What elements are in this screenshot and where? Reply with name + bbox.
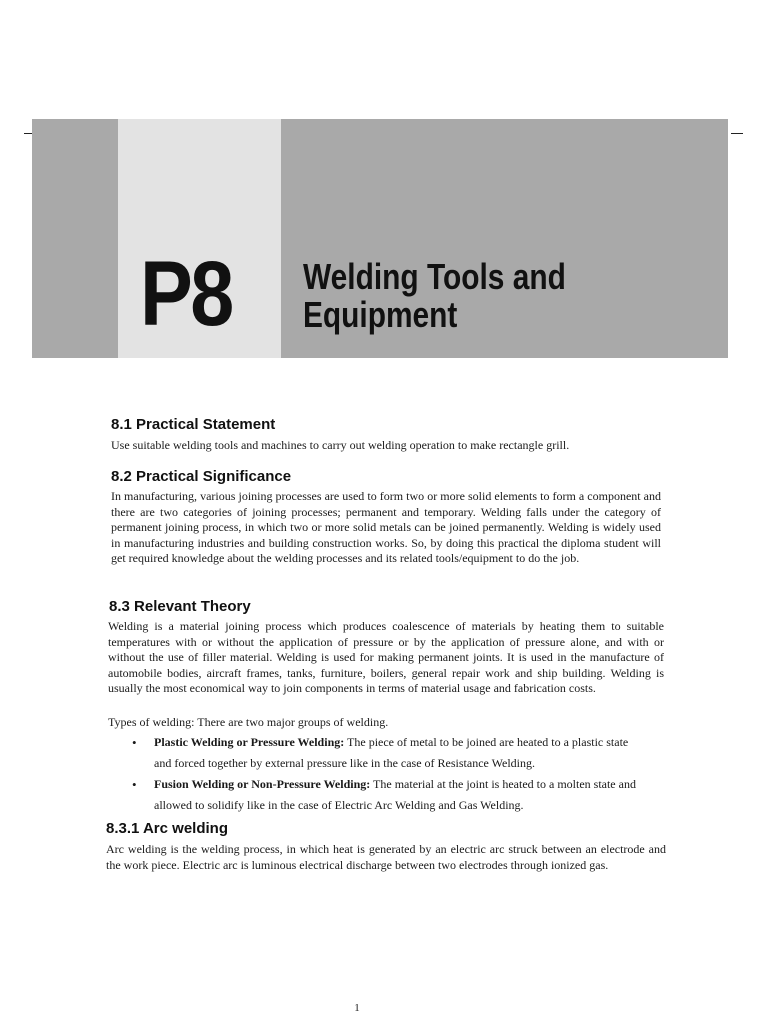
crop-mark-right — [731, 133, 743, 134]
bullet-icon: • — [132, 777, 137, 792]
chapter-title-line2: Equipment — [303, 294, 458, 335]
types-of-welding-intro: Types of welding: There are two major groups of welding. — [108, 715, 389, 729]
section-body-8-3: Welding is a material joining process which produces coalescence of materials by heating them to suitable temperatures with or without the application of pressure or by the application of pressure alone, and with or without the use of filler material. Welding is used for making permanent joints. It is used in the manufacture of automobile bodies, aircraft frames, tanks, furniture, boilers, general repair work and ship building. Welding is usually the most economical way to join components in terms of material usage and fabrication costs. — [108, 619, 664, 696]
bullet-term: Plastic Welding or Pressure Welding: — [154, 735, 345, 749]
section-heading-8-2: 8.2 Practical Significance — [111, 468, 292, 485]
section-body-8-2: In manufacturing, various joining processes are used to form two or more solid elements to form a component and there are two categories of joining processes; permanent and temporary. Welding falls under the category of permanent joining process, in which two or more solid metals can be joined permanently. Welding is widely used in manufacturing industries and building construction works. So, by doing this practical the diploma student will get required knowledge about the welding processes and its related tools/equipment to do the job. — [111, 489, 661, 566]
bullet-text: The piece of metal to be joined are heated to a plastic state and forced together by external pressure like in the case of Resistance Welding. — [154, 735, 629, 770]
welding-types-list — [132, 732, 642, 816]
page-number: 1 — [354, 1002, 360, 1014]
list-item — [132, 774, 642, 816]
bullet-term: Fusion Welding or Non-Pressure Welding: — [154, 777, 371, 791]
section-heading-8-3: 8.3 Relevant Theory — [109, 598, 251, 615]
bullet-icon: • — [132, 735, 137, 750]
bullet-text: The material at the joint is heated to a molten state and allowed to solidify like in the case of Electric Arc Welding and Gas Welding. — [154, 777, 636, 812]
list-item — [132, 732, 642, 774]
section-body-8-1: Use suitable welding tools and machines to carry out welding operation to make rectangle grill. — [111, 438, 570, 452]
section-heading-8-1: 8.1 Practical Statement — [111, 416, 276, 433]
chapter-title-line1: Welding Tools and — [303, 256, 566, 297]
chapter-number: P8 — [140, 243, 232, 345]
section-body-8-3-1: Arc welding is the welding process, in which heat is generated by an electric arc struck between an electrode and the work piece. Electric arc is luminous electrical discharge between two electrodes through ionized gas. — [106, 842, 666, 872]
chapter-title — [303, 258, 635, 334]
section-heading-8-3-1: 8.3.1 Arc welding — [106, 820, 228, 837]
